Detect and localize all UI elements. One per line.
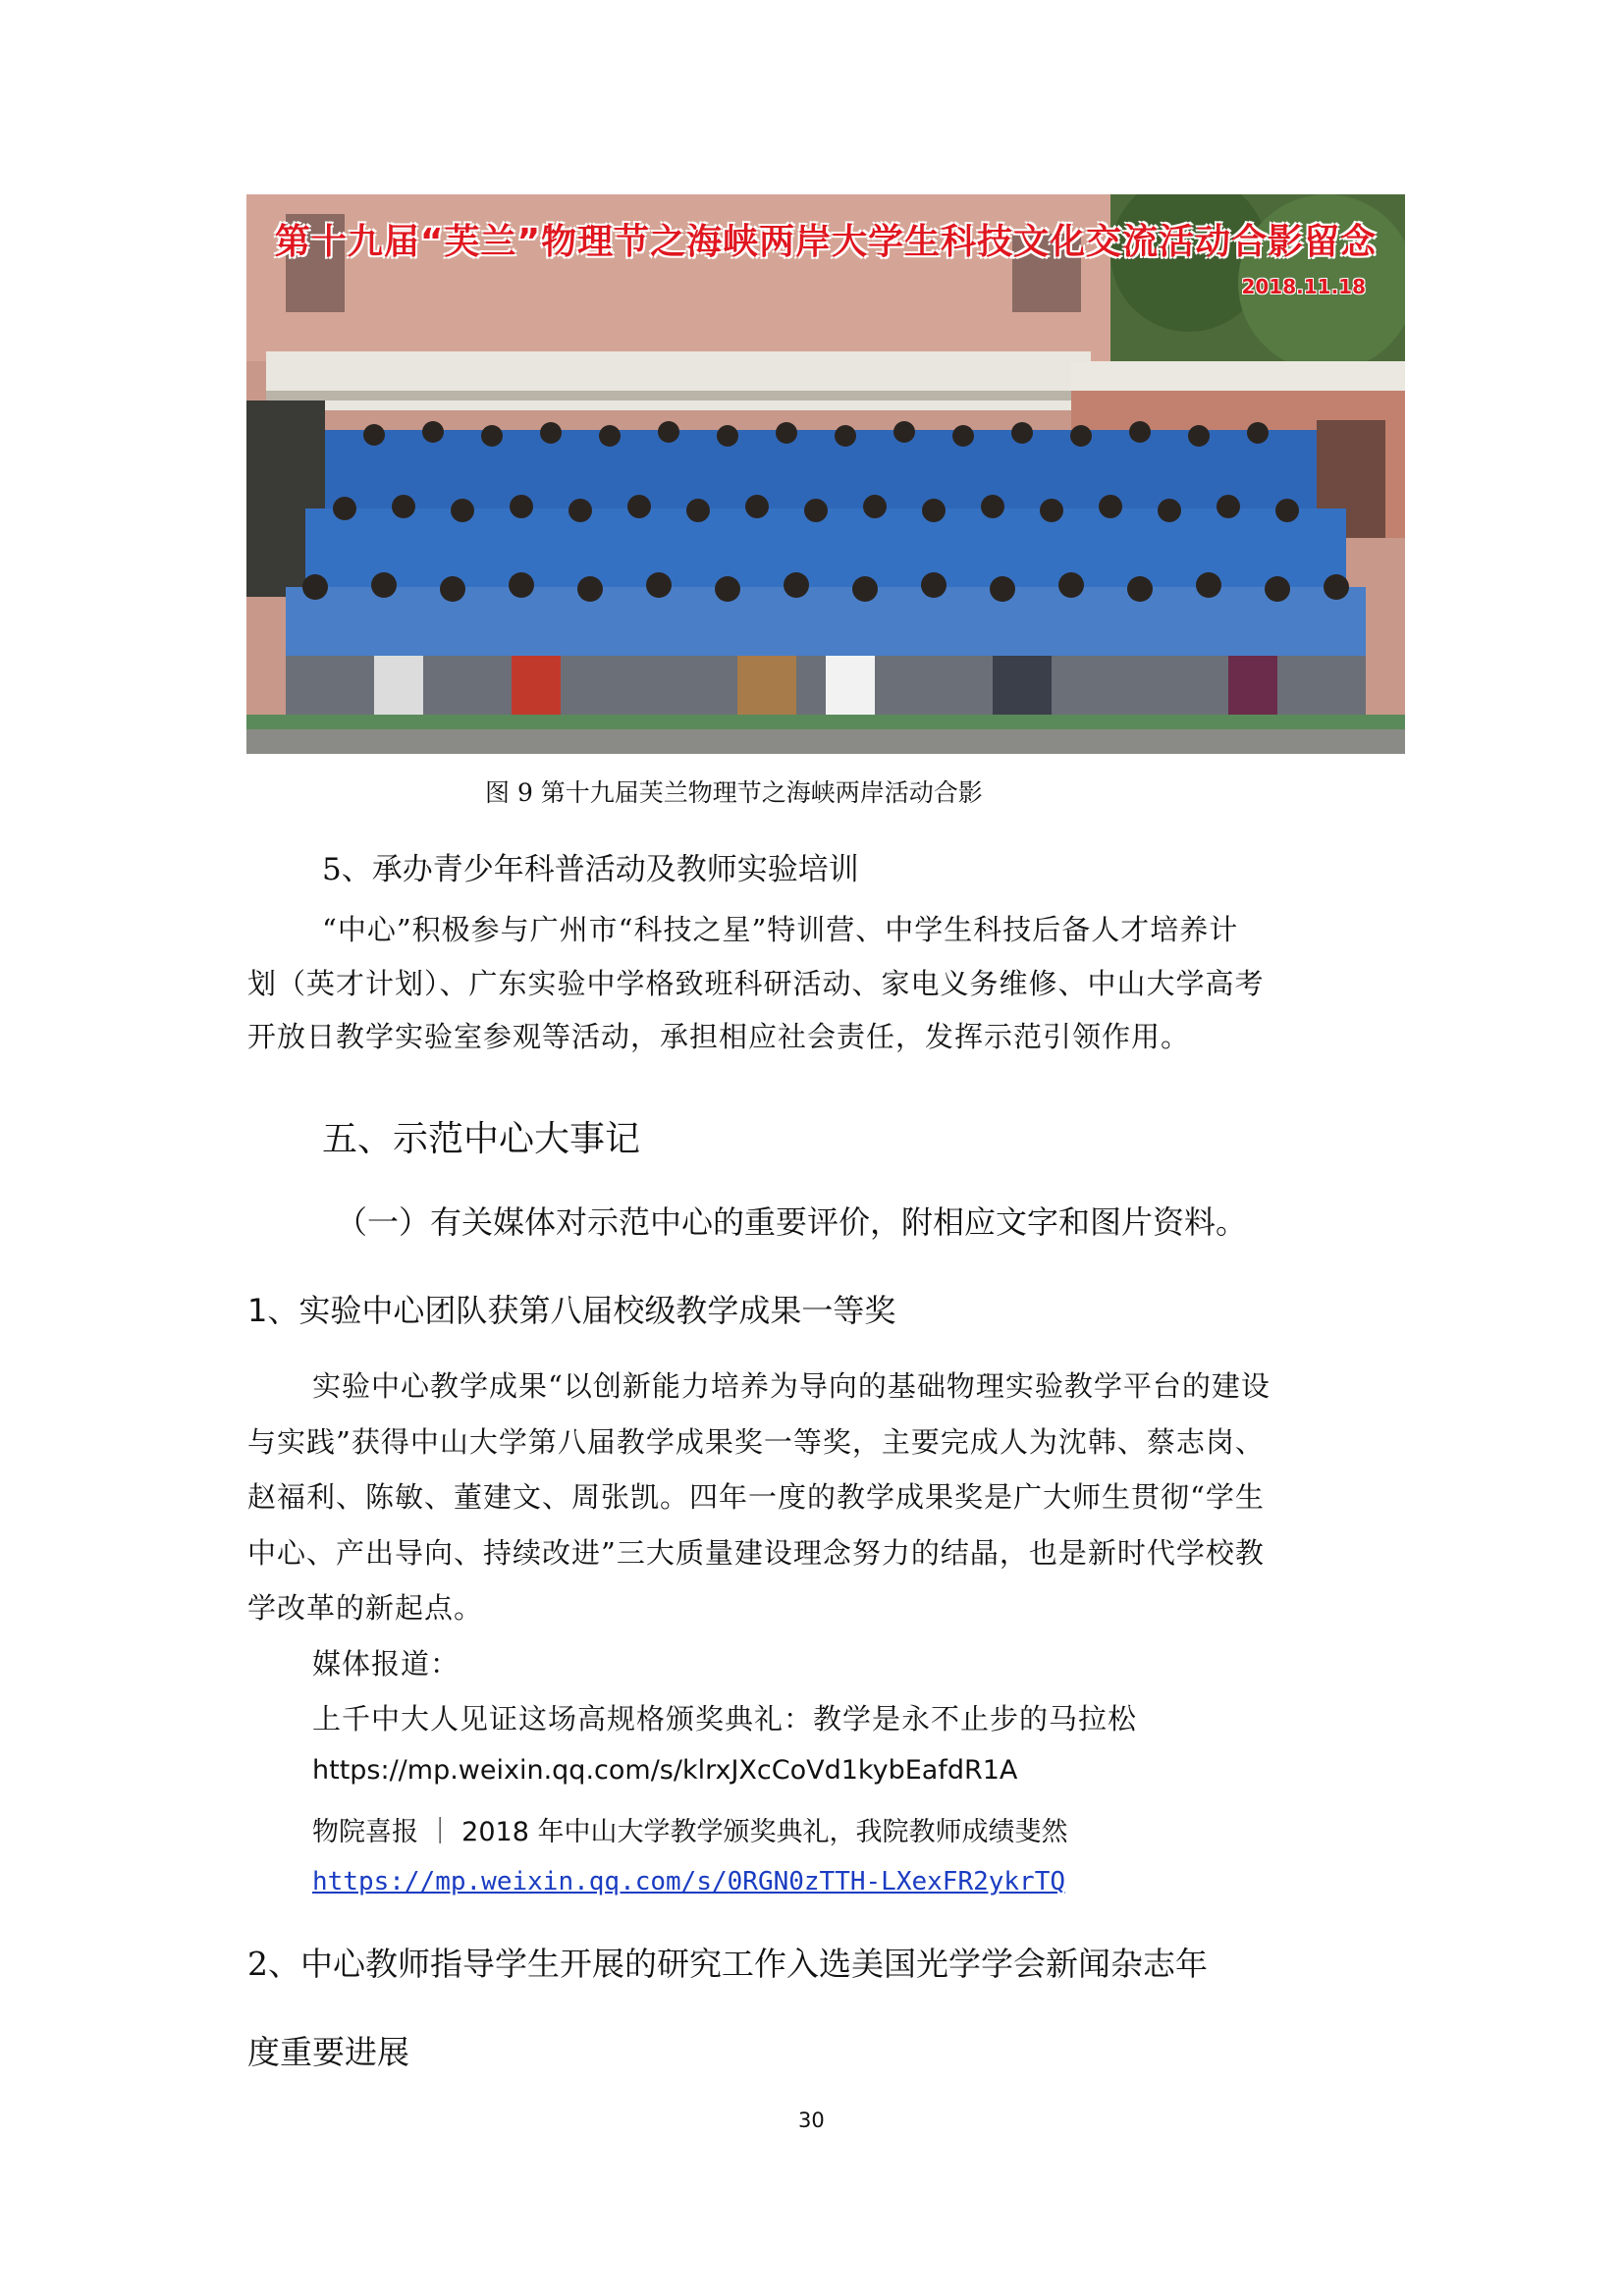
- part5-title: 五、示范中心大事记: [322, 1119, 641, 1159]
- section5-line-1: “中心”积极参与广州市“科技之星”特训营、中学生科技后备人才培养计: [322, 913, 1239, 946]
- item2-heading-line-2: 度重要进展: [247, 2033, 409, 2071]
- report2-title: 物院喜报 ｜ 2018 年中山大学教学颁奖典礼，我院教师成绩斐然: [312, 1817, 1068, 1847]
- item1-line-1: 实验中心教学成果“以创新能力培养为导向的基础物理实验教学平台的建设: [312, 1369, 1271, 1403]
- section5-line-3: 开放日教学实验室参观等活动，承担相应社会责任，发挥示范引领作用。: [247, 1020, 1191, 1053]
- item1-line-5: 学改革的新起点。: [247, 1591, 484, 1625]
- photo-banner-title: 第十九届“芙兰”物理节之海峡两岸大学生科技文化交流活动合影留念: [274, 222, 1378, 262]
- page-number: 30: [798, 2109, 825, 2132]
- media-label: 媒体报道：: [312, 1647, 460, 1681]
- group-photo: [246, 194, 1405, 754]
- item1-heading: 1、实验中心团队获第八届校级教学成果一等奖: [247, 1292, 896, 1329]
- photo-banner-date: 2018.11.18: [1241, 275, 1366, 298]
- figure-caption: 图 9 第十九届芙兰物理节之海峡两岸活动合影: [485, 778, 983, 807]
- report1-url[interactable]: https://mp.weixin.qq.com/s/klrxJXcCoVd1kybEafdR1A: [312, 1755, 1018, 1786]
- item1-line-4: 中心、产出导向、持续改进”三大质量建设理念努力的结晶，也是新时代学校教: [247, 1536, 1265, 1570]
- item2-heading-line-1: 2、中心教师指导学生开展的研究工作入选美国光学学会新闻杂志年: [247, 1945, 1208, 1983]
- section5-heading: 5、承办青少年科普活动及教师实验培训: [322, 852, 859, 887]
- part5-subtitle: （一）有关媒体对示范中心的重要评价，附相应文字和图片资料。: [336, 1203, 1248, 1241]
- section5-line-2: 划（英才计划）、广东实验中学格致班科研活动、家电义务维修、中山大学高考: [247, 967, 1265, 1000]
- report1-title: 上千中大人见证这场高规格颁奖典礼：教学是永不止步的马拉松: [312, 1702, 1138, 1735]
- group-photo-scene: [246, 194, 1405, 754]
- item1-line-3: 赵福利、陈敏、董建文、周张凯。四年一度的教学成果奖是广大师生贯彻“学生: [247, 1480, 1265, 1514]
- item1-line-2: 与实践”获得中山大学第八届教学成果奖一等奖，主要完成人为沈韩、蔡志岗、: [247, 1425, 1265, 1459]
- report2-url-link[interactable]: https://mp.weixin.qq.com/s/0RGN0zTTH-LXexFR2ykrTQ: [312, 1867, 1066, 1896]
